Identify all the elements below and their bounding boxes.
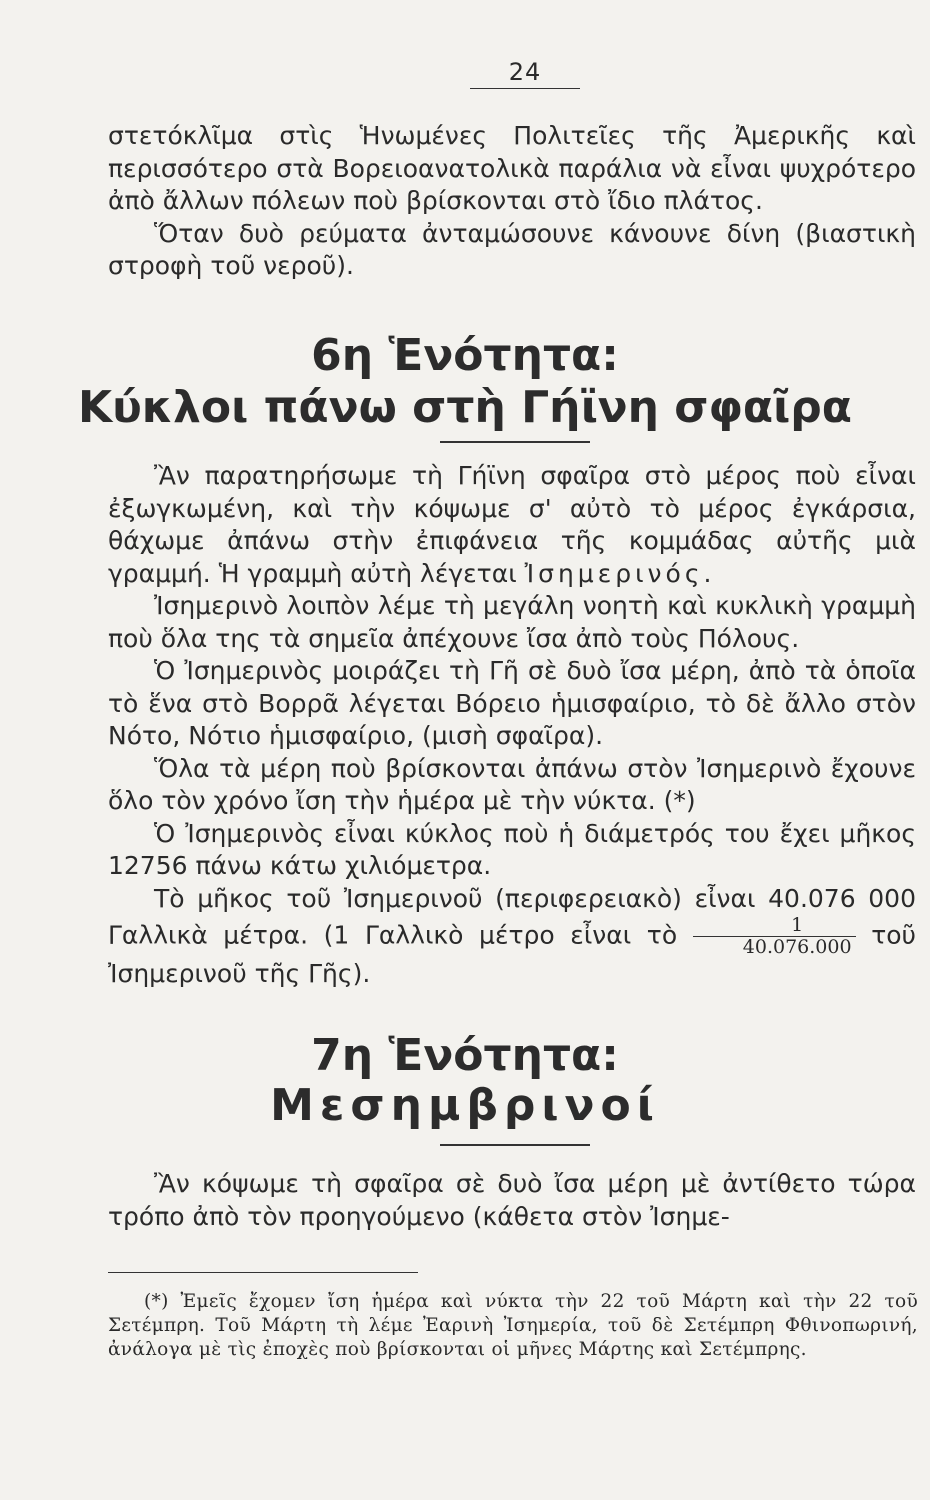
fraction-numerator: 1	[693, 915, 856, 937]
footnote	[108, 1290, 918, 1362]
section6-paragraph-3: Ὁ Ἰσημερινὸς μοιράζει τὴ Γῆ σὲ δυὸ ἴσα μέρη, ἀπὸ τὰ ὁποῖα τὸ ἕνα στὸ Βορρᾶ λέγεται Βόρειο ἡμισφαίριο, τὸ δὲ ἄλλο στὸν Νότο, Νότιο ἡμισφαίριο, (μισὴ σφαῖρα).	[108, 656, 916, 750]
fraction-denominator: 40.076.000	[742, 936, 852, 958]
intro-block	[108, 120, 916, 283]
section6-paragraph-6	[108, 883, 916, 991]
term-isimerinos: Ἰσημερινός.	[524, 558, 716, 588]
section7-paragraph-1: Ἂν κόψωμε τὴ σφαῖρα σὲ δυὸ ἴσα μέρη μὲ ἀντίθετο τώρα τρόπο ἀπὸ τὸν προηγούμενο (κάθετα στὸν Ἰσημε-	[108, 1169, 916, 1231]
section6-paragraph-1-text: Ἂν παρατηρήσωμε τὴ Γήϊνη σφαῖρα στὸ μέρος ποὺ εἶναι ἐξωγκωμένη, καὶ τὴν κόψωμε σ' αὐτὸ τὸ μέρος ἐγκάρσια, θάχωμε ἀπάνω στὴν ἐπιφάνεια τῆς κομμάδας αὐτῆς μιὰ γραμμή. Ἡ γραμμὴ αὐτὴ λέγεται	[108, 461, 916, 588]
section7-body	[108, 1168, 916, 1233]
section6-paragraph-1	[108, 460, 916, 590]
section6-title: Κύκλοι πάνω στὴ Γήϊνη σφαῖρα	[77, 382, 853, 433]
section6-paragraph-2: Ἰσημερινὸ λοιπὸν λέμε τὴ μεγάλη νοητὴ καὶ κυκλικὴ γραμμὴ ποὺ ὅλα της τὰ σημεῖα ἀπέχουνε ἴσα ἀπὸ τοὺς Πόλους.	[108, 591, 916, 653]
section6-paragraph-4: Ὅλα τὰ μέρη ποὺ βρίσκονται ἀπάνω στὸν Ἰσημερινὸ ἔχουνε ὅλο τὸν χρόνο ἴση τὴν ἡμέρα μὲ τὴν νύκτα. (*)	[108, 753, 916, 815]
footnote-rule	[108, 1272, 418, 1273]
paragraph-vortex: Ὅταν δυὸ ρεύματα ἀνταμώσουνε κάνουνε δίνη (βιαστικὴ στροφὴ τοῦ νεροῦ).	[108, 218, 916, 280]
section6-paragraph-5: Ὁ Ἰσημερινὸς εἶναι κύκλος ποὺ ἡ διάμετρός του ἔχει μῆκος 12756 πάνω κάτω χιλιόμετρα.	[108, 818, 916, 880]
fraction	[693, 915, 856, 958]
page-number: 24	[470, 58, 580, 89]
section7-number: 7η Ἑνότητα:	[311, 1030, 619, 1081]
section6-body	[108, 460, 916, 991]
paragraph-intro: στετόκλῖμα στὶς Ἡνωμένες Πολιτεῖες τῆς Ἀμερικῆς καὶ περισσότερο στὰ Βορειοανατολικὰ παράλια νὰ εἶναι ψυχρότερο ἀπὸ ἄλλων πόλεων ποὺ βρίσκονται στὸ ἴδιο πλάτος.	[108, 121, 916, 215]
section7-rule	[440, 1144, 590, 1146]
section6-paragraph-6-text-b: τοῦ Ἰσημερινοῦ τῆς Γῆς).	[108, 920, 916, 988]
section6-number: 6η Ἑνότητα:	[311, 330, 619, 381]
section7-title: Μεσημβρινοί	[270, 1080, 660, 1131]
section6-paragraph-6-text-a: Τὸ μῆκος τοῦ Ἰσημερινοῦ (περιφερειακὸ) εἶναι 40.076 000 Γαλλικὰ μέτρα. (1 Γαλλικὸ μέτρο εἶναι τὸ	[108, 883, 916, 950]
footnote-text: (*) Ἐμεῖς ἔχομεν ἴση ἡμέρα καὶ νύκτα τὴν 22 τοῦ Μάρτη καὶ τὴν 22 τοῦ Σετέμπρη. Τοῦ Μάρτη τὴ λέμε Ἐαρινὴ Ἰσημερία, τοῦ δὲ Σετέμπρη Φθινοπωρινή, ἀνάλογα μὲ τὶς ἐποχὲς ποὺ βρίσκονται οἱ μῆνες Μάρτης καὶ Σετέμπρης.	[108, 1291, 918, 1360]
section6-rule	[440, 441, 590, 443]
